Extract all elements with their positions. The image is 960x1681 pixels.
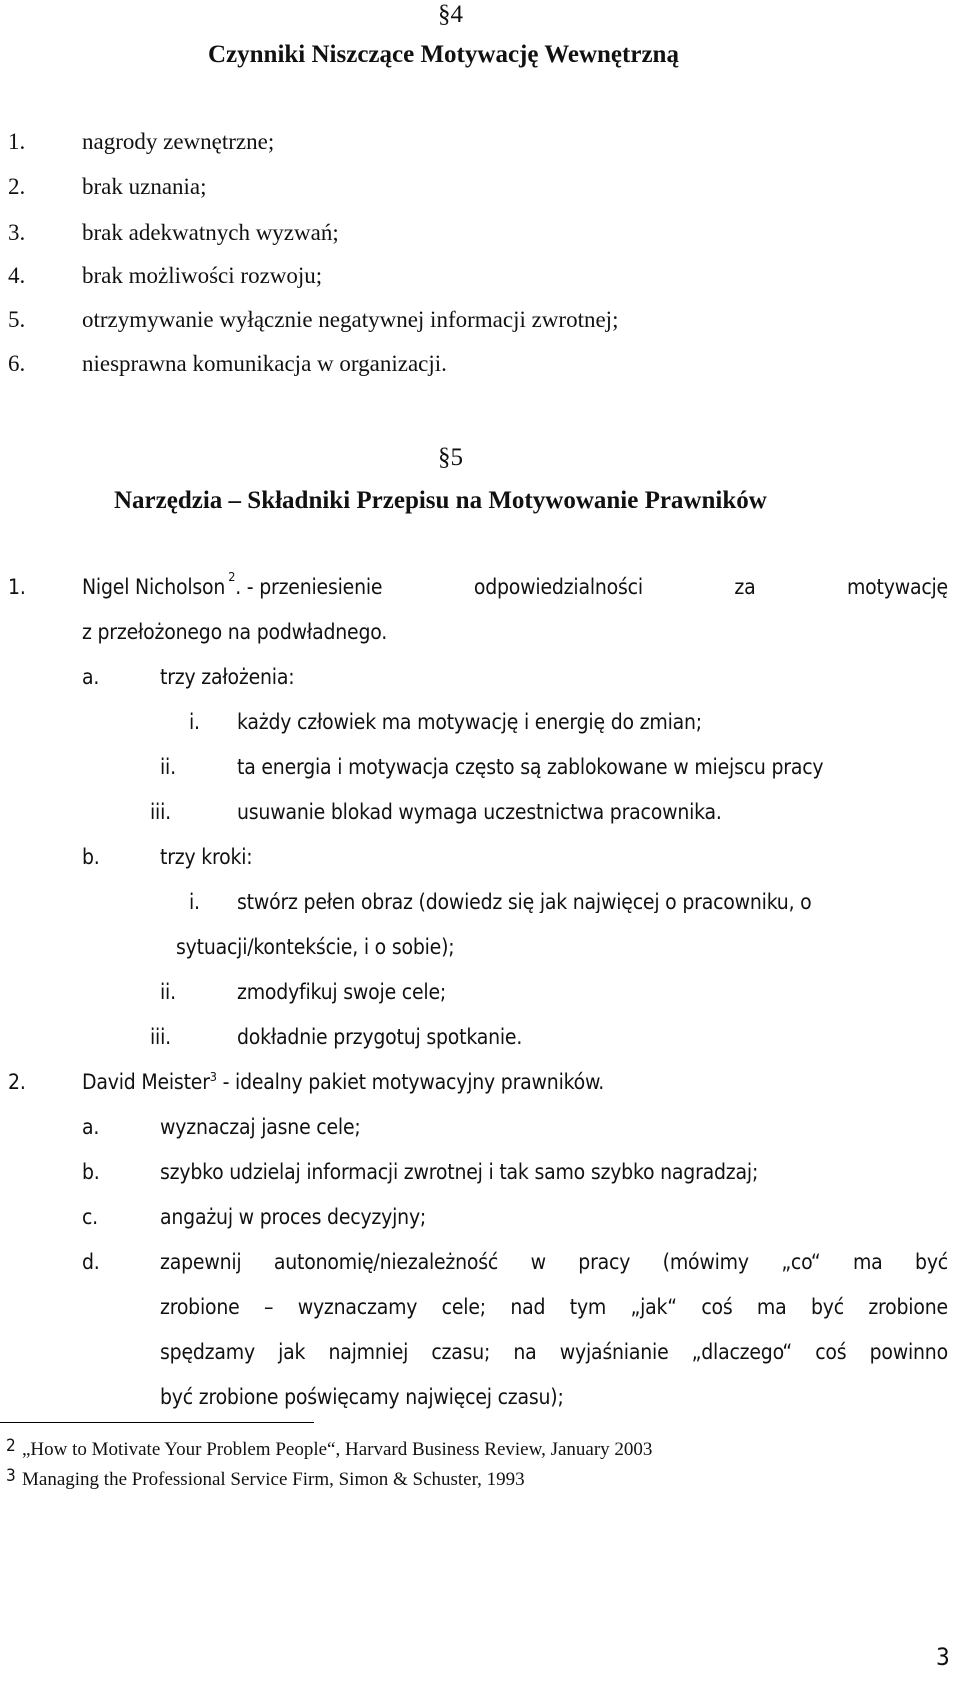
section-mark-5: §5 [438,444,463,471]
list-item: stwórz pełen obraz (dowiedz się jak najwięcej o pracowniku, o [237,892,812,913]
justified-word: jak [278,1340,306,1364]
justified-word: ma [756,1295,787,1319]
list-item: angażuj w proces decyzyjny; [160,1205,427,1229]
author-meister: David Meister [82,1070,210,1094]
footnote-number: 2 [6,1436,16,1456]
list-item: niesprawna komunikacja w organizacji. [82,351,447,376]
justified-word: pracy [578,1250,631,1274]
sublist-heading: trzy kroki: [160,845,253,869]
item1-word: za [734,575,756,599]
list-item: każdy człowiek ma motywację i energię do zmian; [237,710,702,734]
list-item-number: 3. [8,220,26,245]
list-item: usuwanie blokad wymaga uczestnictwa pracownika. [237,800,722,824]
justified-word: zapewnij [160,1250,242,1274]
justified-word: powinno [869,1340,948,1364]
list-item: szybko udzielaj informacji zwrotnej i tak samo szybko nagradzaj; [160,1160,759,1184]
justified-word: wyznaczamy [297,1295,418,1319]
footnote-3: Managing the Professional Service Firm, Simon & Schuster, 1993 [22,1469,525,1490]
justified-word: coś [815,1340,847,1364]
footnote-ref-2: 2 [228,569,236,584]
item1-second-line: z przełożonego na podwładnego. [82,620,388,644]
justified-word: ma [852,1250,883,1274]
list-item-number: a. [82,1115,100,1139]
justified-word: – [264,1295,274,1319]
list-item-number: 5. [8,307,26,332]
item-d-line-2 [160,1297,948,1318]
list-item-number: 4. [8,263,26,288]
justified-word: „dlaczego“ [691,1340,793,1364]
list-item: dokładnie przygotuj spotkanie. [237,1025,523,1049]
list-item-number: i. [189,890,200,914]
item1-word: odpowiedzialności [473,575,643,599]
justified-word: „jak“ [630,1295,677,1319]
list-item-number: iii. [150,1025,171,1049]
footnote-divider [0,1422,314,1423]
section-title-4: Czynniki Niszczące Motywację Wewnętrzną [208,41,679,68]
item1-first-line [82,569,948,599]
justified-word: (mówimy [662,1250,749,1274]
list-item: brak możliwości rozwoju; [82,263,323,288]
list-item-number: 2. [8,174,26,199]
justified-word: autonomię/niezależność [273,1250,499,1274]
justified-word: być [915,1250,948,1274]
list-item-number: 2. [8,1070,26,1094]
sublist-label: a. [82,665,100,689]
list-item: nagrody zewnętrzne; [82,129,275,154]
section-title-5: Narzędzia – Składniki Przepisu na Motywowanie Prawników [114,487,767,514]
item1-word: motywację [846,575,948,599]
list-item-number: i. [189,710,200,734]
justified-word: wyjaśnianie [559,1340,669,1364]
item-d-line-4: być zrobione poświęcamy najwięcej czasu); [160,1385,564,1409]
list-item: otrzymywanie wyłącznie negatywnej informacji zwrotnej; [82,307,619,332]
item2-first-line [82,1069,605,1094]
justified-word: tym [569,1295,607,1319]
list-item-number: ii. [160,980,176,1004]
list-item-number: ii. [160,755,176,779]
list-item: ta energia i motywacja często są zablokowane w miejscu pracy [237,755,824,779]
page-number: 3 [936,1643,950,1671]
item-d-line-3 [160,1342,948,1363]
justified-word: coś [701,1295,733,1319]
author-nicholson: Nigel Nicholson [82,575,226,599]
justified-word: czasu; [431,1340,491,1364]
sublist-label: b. [82,845,100,869]
justified-word: być [810,1295,844,1319]
list-item: brak uznania; [82,174,207,199]
list-item: wyznaczaj jasne cele; [160,1115,361,1139]
section-mark-4: §4 [438,1,463,28]
list-item-number: b. [82,1160,100,1184]
list-item: brak adekwatnych wyzwań; [82,220,339,245]
footnote-2: „How to Motivate Your Problem People“, Harvard Business Review, January 2003 [22,1439,653,1460]
list-item-number: iii. [150,800,171,824]
list-item-number: 1. [8,129,26,154]
justified-word: spędzamy [160,1340,255,1364]
justified-word: zrobione [868,1295,948,1319]
justified-word: nad [510,1295,546,1319]
justified-word: zrobione [160,1295,240,1319]
list-item-continuation: sytuacji/kontekście, i o sobie); [176,935,455,959]
justified-word: cele; [441,1295,486,1319]
list-item: zmodyfikuj swoje cele; [237,980,447,1004]
justified-word: najmniej [328,1340,409,1364]
list-item-number: d. [82,1250,100,1274]
list-item-number: 1. [8,575,26,599]
justified-word: „co“ [781,1250,821,1274]
justified-word: w [530,1250,546,1274]
footnote-number: 3 [6,1466,16,1486]
item1-text: . - przeniesienie [235,575,383,599]
sublist-heading: trzy założenia: [160,665,295,689]
list-item-number: c. [82,1205,98,1229]
item2-text: - idealny pakiet motywacyjny prawników. [216,1070,605,1094]
footnote-ref-3: 3 [209,1069,217,1084]
list-item-number: 6. [8,351,26,376]
justified-word: na [513,1340,537,1364]
item-d-line-1 [160,1252,948,1273]
